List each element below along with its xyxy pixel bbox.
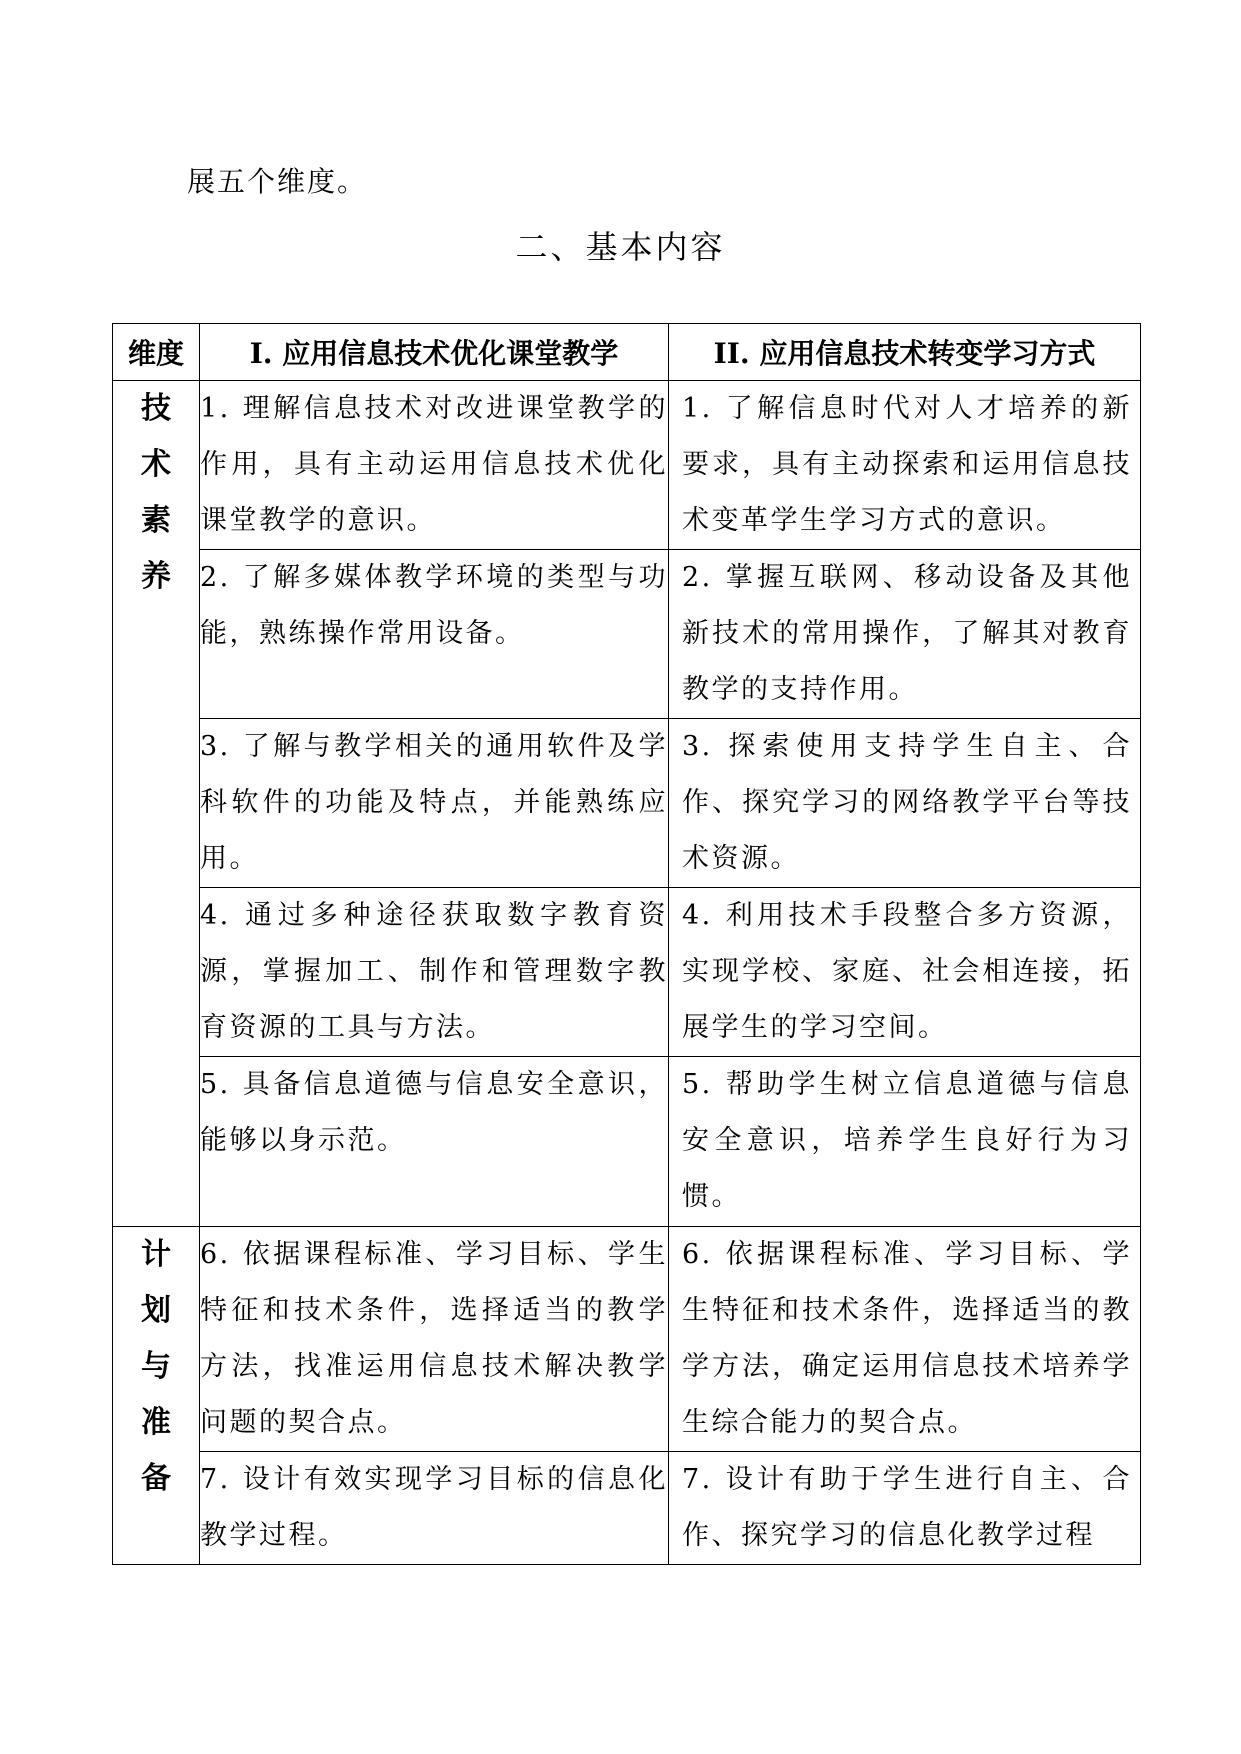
- cell-col1: 2. 了解多媒体教学环境的类型与功能，熟练操作常用设备。: [200, 550, 669, 719]
- table-row: [113, 550, 1141, 719]
- cell-col1: 7. 设计有效实现学习目标的信息化教学过程。: [200, 1452, 669, 1565]
- table-row: [113, 1452, 1141, 1565]
- dimension-char: 素: [141, 503, 171, 538]
- header-dimension: 维度: [113, 324, 200, 381]
- cell-col2: 2. 掌握互联网、移动设备及其他新技术的常用操作，了解其对教育教学的支持作用。: [669, 550, 1141, 719]
- intro-text: 展五个维度。: [187, 165, 368, 198]
- cell-col2: 6. 依据课程标准、学习目标、学生特征和技术条件，选择适当的教学方法，确定运用信息技术培养学生综合能力的契合点。: [669, 1227, 1141, 1452]
- table-row: [113, 719, 1141, 888]
- cell-col2: 7. 设计有助于学生进行自主、合作、探究学习的信息化教学过程: [669, 1452, 1141, 1565]
- dimension-cell-plan: [113, 1227, 200, 1565]
- table-row: [113, 1057, 1141, 1227]
- table-header-row: [113, 324, 1141, 381]
- dimension-char: 术: [141, 447, 171, 482]
- dimension-char: 备: [141, 1461, 171, 1496]
- table-row: [113, 381, 1141, 550]
- cell-col1: 5. 具备信息道德与信息安全意识，能够以身示范。: [200, 1057, 669, 1227]
- cell-col2: 3. 探索使用支持学生自主、合作、探究学习的网络教学平台等技术资源。: [669, 719, 1141, 888]
- table-row: [113, 888, 1141, 1057]
- cell-col1: 4. 通过多种途径获取数字教育资源，掌握加工、制作和管理数字教育资源的工具与方法。: [200, 888, 669, 1057]
- dimension-char: 计: [141, 1237, 171, 1272]
- header-col1: I. 应用信息技术优化课堂教学: [200, 324, 669, 381]
- table-row: [113, 1227, 1141, 1452]
- cell-col2: 4. 利用技术手段整合多方资源，实现学校、家庭、社会相连接，拓展学生的学习空间。: [669, 888, 1141, 1057]
- content-table: [112, 323, 1141, 1565]
- dimension-cell-tech: [113, 381, 200, 1227]
- cell-col2: 1. 了解信息时代对人才培养的新要求，具有主动探索和运用信息技术变革学生学习方式的意识。: [669, 381, 1141, 550]
- header-col2: II. 应用信息技术转变学习方式: [669, 324, 1141, 381]
- dimension-char: 划: [141, 1293, 171, 1328]
- cell-col2: 5. 帮助学生树立信息道德与信息安全意识，培养学生良好行为习惯。: [669, 1057, 1141, 1227]
- section-heading: 二、基本内容: [515, 228, 726, 266]
- dimension-char: 与: [141, 1349, 171, 1384]
- cell-col1: 6. 依据课程标准、学习目标、学生特征和技术条件，选择适当的教学方法，找准运用信息技术解决教学问题的契合点。: [200, 1227, 669, 1452]
- dimension-char: 准: [141, 1405, 171, 1440]
- dimension-char: 养: [141, 559, 171, 594]
- dimension-char: 技: [141, 391, 171, 426]
- cell-col1: 1. 理解信息技术对改进课堂教学的作用，具有主动运用信息技术优化课堂教学的意识。: [200, 381, 669, 550]
- cell-col1: 3. 了解与教学相关的通用软件及学科软件的功能及特点，并能熟练应用。: [200, 719, 669, 888]
